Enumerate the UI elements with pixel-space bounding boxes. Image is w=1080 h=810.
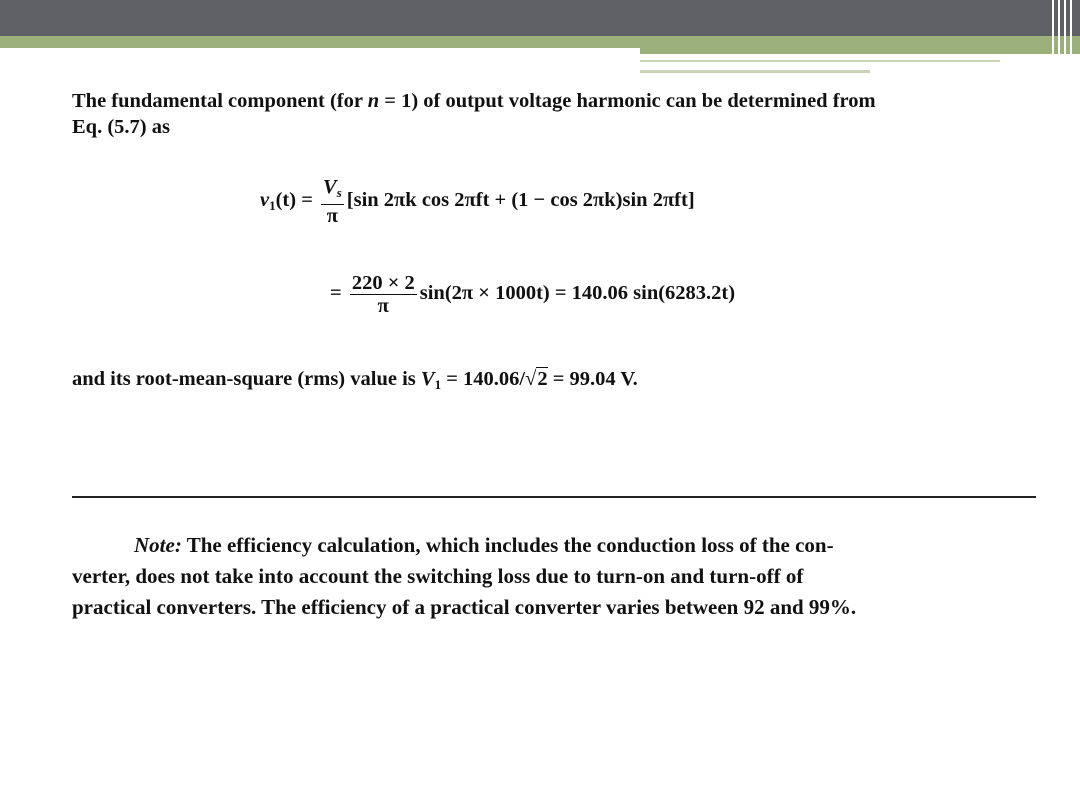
eq1-fraction xyxy=(321,176,344,227)
eq1-body: [sin 2πk cos 2πft + (1 − cos 2πk)sin 2πft] xyxy=(346,189,695,212)
sqrt-argument: 2 xyxy=(537,368,548,390)
intro-variable-n: n xyxy=(367,90,380,112)
intro-text: = 1) of output voltage harmonic can be determined from xyxy=(379,90,876,112)
equation-1 xyxy=(260,176,695,227)
section-divider xyxy=(72,496,1036,498)
eq1-lhs-arg: (t) xyxy=(275,189,297,212)
eq2-equals: = xyxy=(330,282,342,305)
eq1-lhs: v xyxy=(260,189,270,212)
slide-accent-bar xyxy=(0,36,1080,48)
eq1-numerator-sub: s xyxy=(336,185,342,200)
eq2-fraction xyxy=(350,272,417,317)
decor-stripes xyxy=(1048,0,1080,76)
note-line-3: practical converters. The efficiency of a practical converter varies between 92 and 99%. xyxy=(72,595,857,619)
note-line-1 xyxy=(134,530,834,561)
rms-v-sub: 1 xyxy=(434,377,442,392)
decor-line xyxy=(640,70,870,73)
intro-text: The fundamental component (for xyxy=(72,90,368,112)
note-text: The efficiency calculation, which includes the conduction loss of the con- xyxy=(181,533,834,557)
rms-text: = 140.06/ xyxy=(441,368,526,390)
rms-text: = 99.04 V. xyxy=(547,368,638,390)
note-line-2: verter, does not take into account the switching loss due to turn-on and turn-off of xyxy=(72,564,804,588)
slide-header-bar xyxy=(0,0,1080,36)
eq2-numerator: 220 × 2 xyxy=(351,272,415,294)
equation-2 xyxy=(330,272,735,317)
rms-v: V xyxy=(420,368,435,390)
eq2-denominator: π xyxy=(377,295,389,317)
intro-line-2: Eq. (5.7) as xyxy=(72,116,170,138)
slide-accent-bar-secondary xyxy=(640,48,1080,54)
sqrt-sign: √ xyxy=(525,368,537,390)
eq2-body: sin(2π × 1000t) = 140.06 sin(6283.2t) xyxy=(419,282,736,305)
eq1-numerator: V xyxy=(323,176,337,198)
note-label: Note: xyxy=(134,533,182,557)
intro-line-1 xyxy=(72,90,876,113)
decor-line xyxy=(640,60,1000,62)
rms-text: and its root-mean-square (rms) value is xyxy=(72,368,421,390)
eq1-equals: = xyxy=(301,189,313,212)
rms-line xyxy=(72,368,638,393)
eq1-denominator: π xyxy=(326,205,339,227)
sqrt-symbol xyxy=(525,368,548,391)
eq1-lhs-sub: 1 xyxy=(269,198,276,214)
